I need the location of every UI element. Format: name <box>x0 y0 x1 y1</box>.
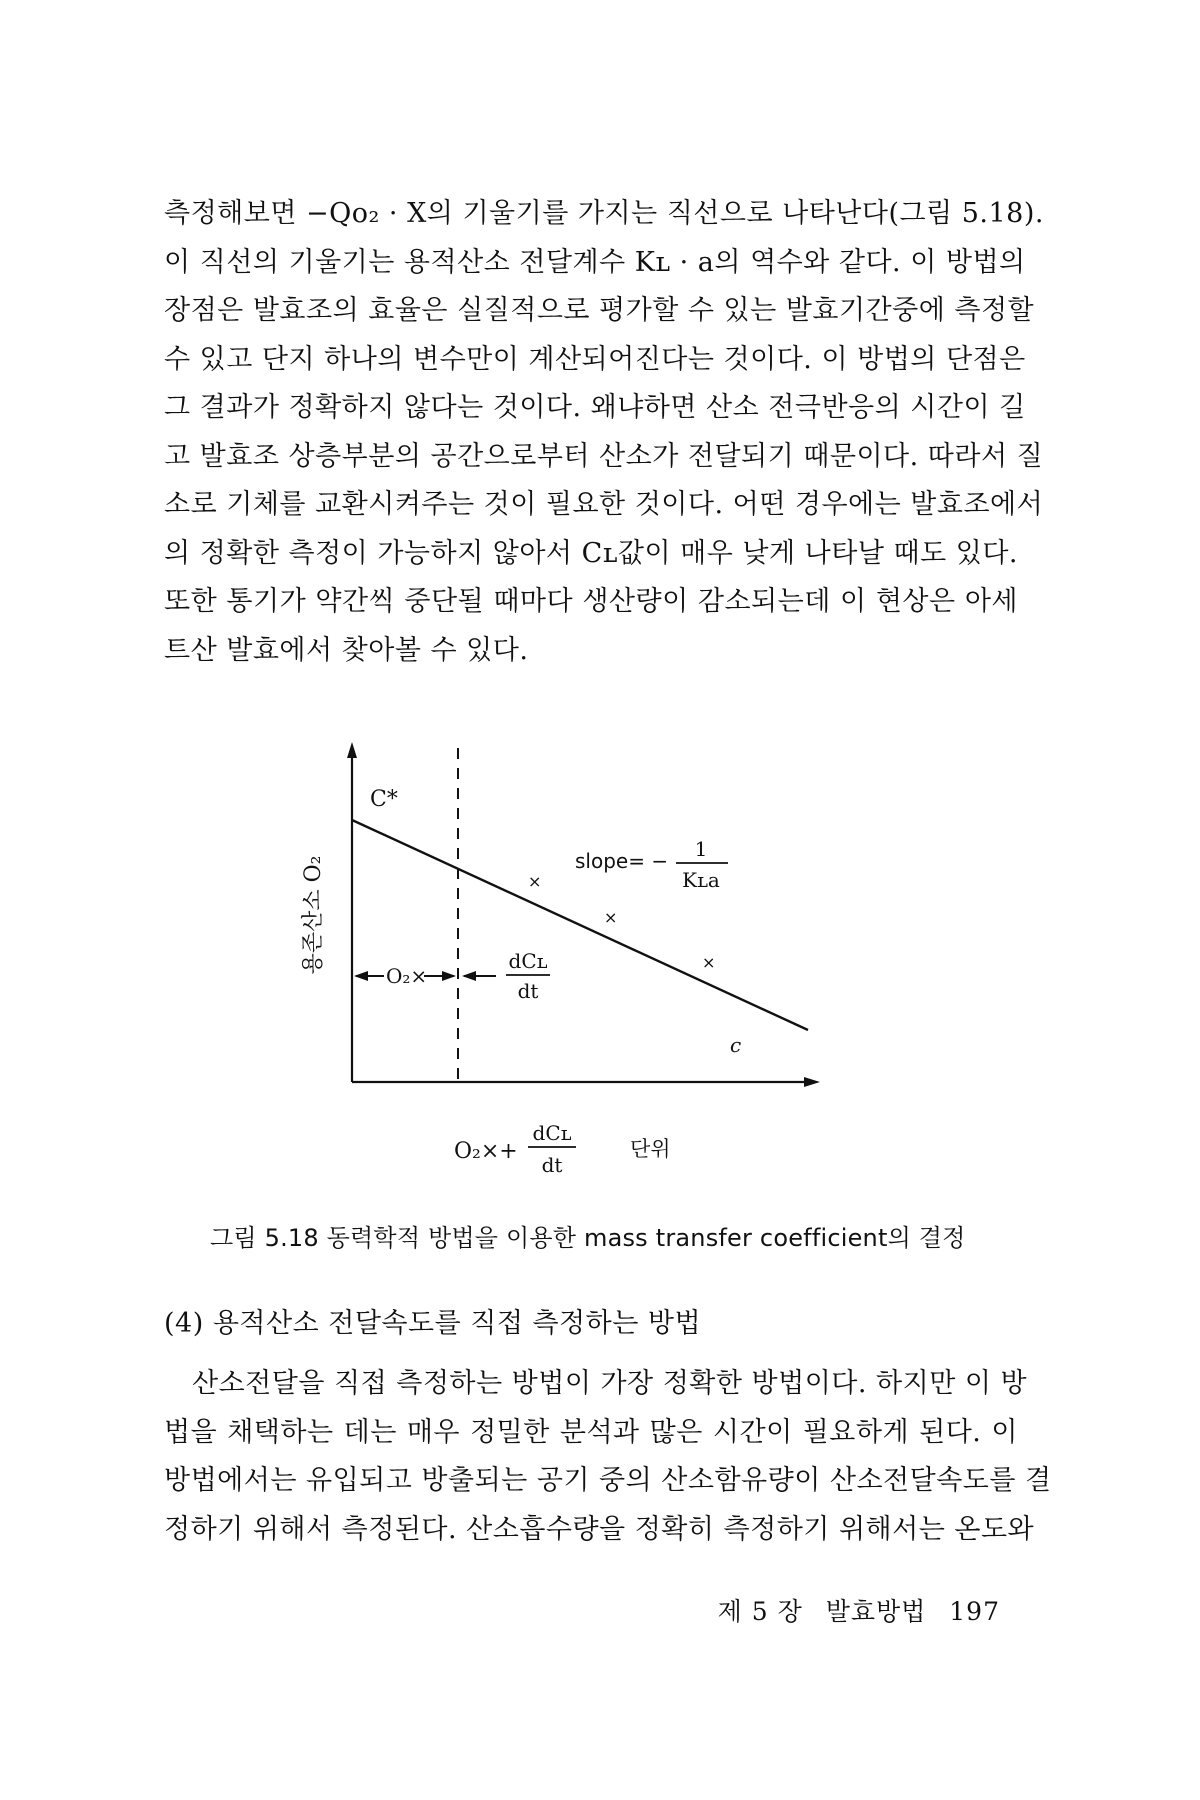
text-line: 의 정확한 측정이 가능하지 않아서 Cʟ값이 매우 낮게 나타날 때도 있다. <box>164 537 1018 569</box>
dcl-denominator: dt <box>517 979 539 1003</box>
x-axis-label-denominator: dt <box>541 1153 563 1177</box>
c-label: c <box>730 1033 742 1057</box>
slope-denominator: Kʟa <box>682 868 720 892</box>
x-axis-arrow <box>804 1077 820 1087</box>
page-footer <box>704 1592 1000 1628</box>
oxygen-transfer-diagram <box>290 730 910 1190</box>
arrowhead <box>462 971 476 981</box>
slope-label: slope= − <box>575 849 669 873</box>
paragraph-bottom <box>164 1360 1052 1554</box>
y-axis-arrow <box>347 742 357 758</box>
section-heading: (4) 용적산소 전달속도를 직접 측정하는 방법 <box>164 1308 702 1339</box>
arrowhead <box>354 971 368 981</box>
text-line: 소로 기체를 교환시켜주는 것이 필요한 것이다. 어떤 경우에는 발효조에서 <box>164 489 1044 520</box>
measurement-marker: × <box>604 908 618 927</box>
page-number: 197 <box>949 1597 1000 1626</box>
figure-5-18 <box>290 730 910 1190</box>
x-axis-label-prefix: O₂×+ <box>454 1139 518 1164</box>
paragraph-top <box>164 190 1044 675</box>
measurement-marker: × <box>702 953 716 972</box>
text-line: 측정해보면 −Qo₂ · X의 기울기를 가지는 직선으로 나타난다(그림 5.18). <box>164 198 1044 229</box>
o2x-label: O₂× <box>386 964 428 988</box>
measurement-marker: × <box>528 872 542 891</box>
chapter-title: 발효방법 <box>825 1597 927 1626</box>
text-line: 수 있고 단지 하나의 변수만이 계산되어진다는 것이다. 이 방법의 단점은 <box>164 343 1026 375</box>
text-line: 법을 채택하는 데는 매우 정밀한 분석과 많은 시간이 필요하게 된다. 이 <box>164 1416 1018 1448</box>
chapter-label: 제 5 장 <box>717 1597 803 1626</box>
text-line: 방법에서는 유입되고 방출되는 공기 중의 산소함유량이 산소전달속도를 결 <box>164 1465 1052 1496</box>
text-line: 산소전달을 직접 측정하는 방법이 가장 정확한 방법이다. 하지만 이 방 <box>192 1368 1028 1399</box>
dcl-numerator: dCʟ <box>508 949 548 973</box>
x-axis-label-numerator: dCʟ <box>532 1121 572 1145</box>
arrowhead <box>442 971 456 981</box>
unit-label: 단위 <box>630 1137 671 1161</box>
text-line: 또한 통기가 약간씩 중단될 때마다 생산량이 감소되는데 이 현상은 아세 <box>164 586 1018 617</box>
text-line: 이 직선의 기울기는 용적산소 전달계수 Kʟ · a의 역수와 같다. 이 방법의 <box>164 246 1026 278</box>
slope-numerator: 1 <box>694 837 708 861</box>
text-line: 트산 발효에서 찾아볼 수 있다. <box>164 634 529 666</box>
c-star-label: C* <box>370 787 398 812</box>
y-axis-label: 용존산소 O₂ <box>301 855 326 975</box>
text-line: 그 결과가 정확하지 않다는 것이다. 왜냐하면 산소 전극반응의 시간이 길 <box>164 392 1026 423</box>
text-line: 고 발효조 상층부분의 공간으로부터 산소가 전달되기 때문이다. 따라서 질 <box>164 440 1044 472</box>
text-line: 정하기 위해서 측정된다. 산소흡수량을 정확히 측정하기 위해서는 온도와 <box>164 1513 1035 1545</box>
text-line: 장점은 발효조의 효율은 실질적으로 평가할 수 있는 발효기간중에 측정할 <box>164 295 1035 326</box>
figure-caption: 그림 5.18 동력학적 방법을 이용한 mass transfer coefficient의 결정 <box>210 1224 966 1252</box>
